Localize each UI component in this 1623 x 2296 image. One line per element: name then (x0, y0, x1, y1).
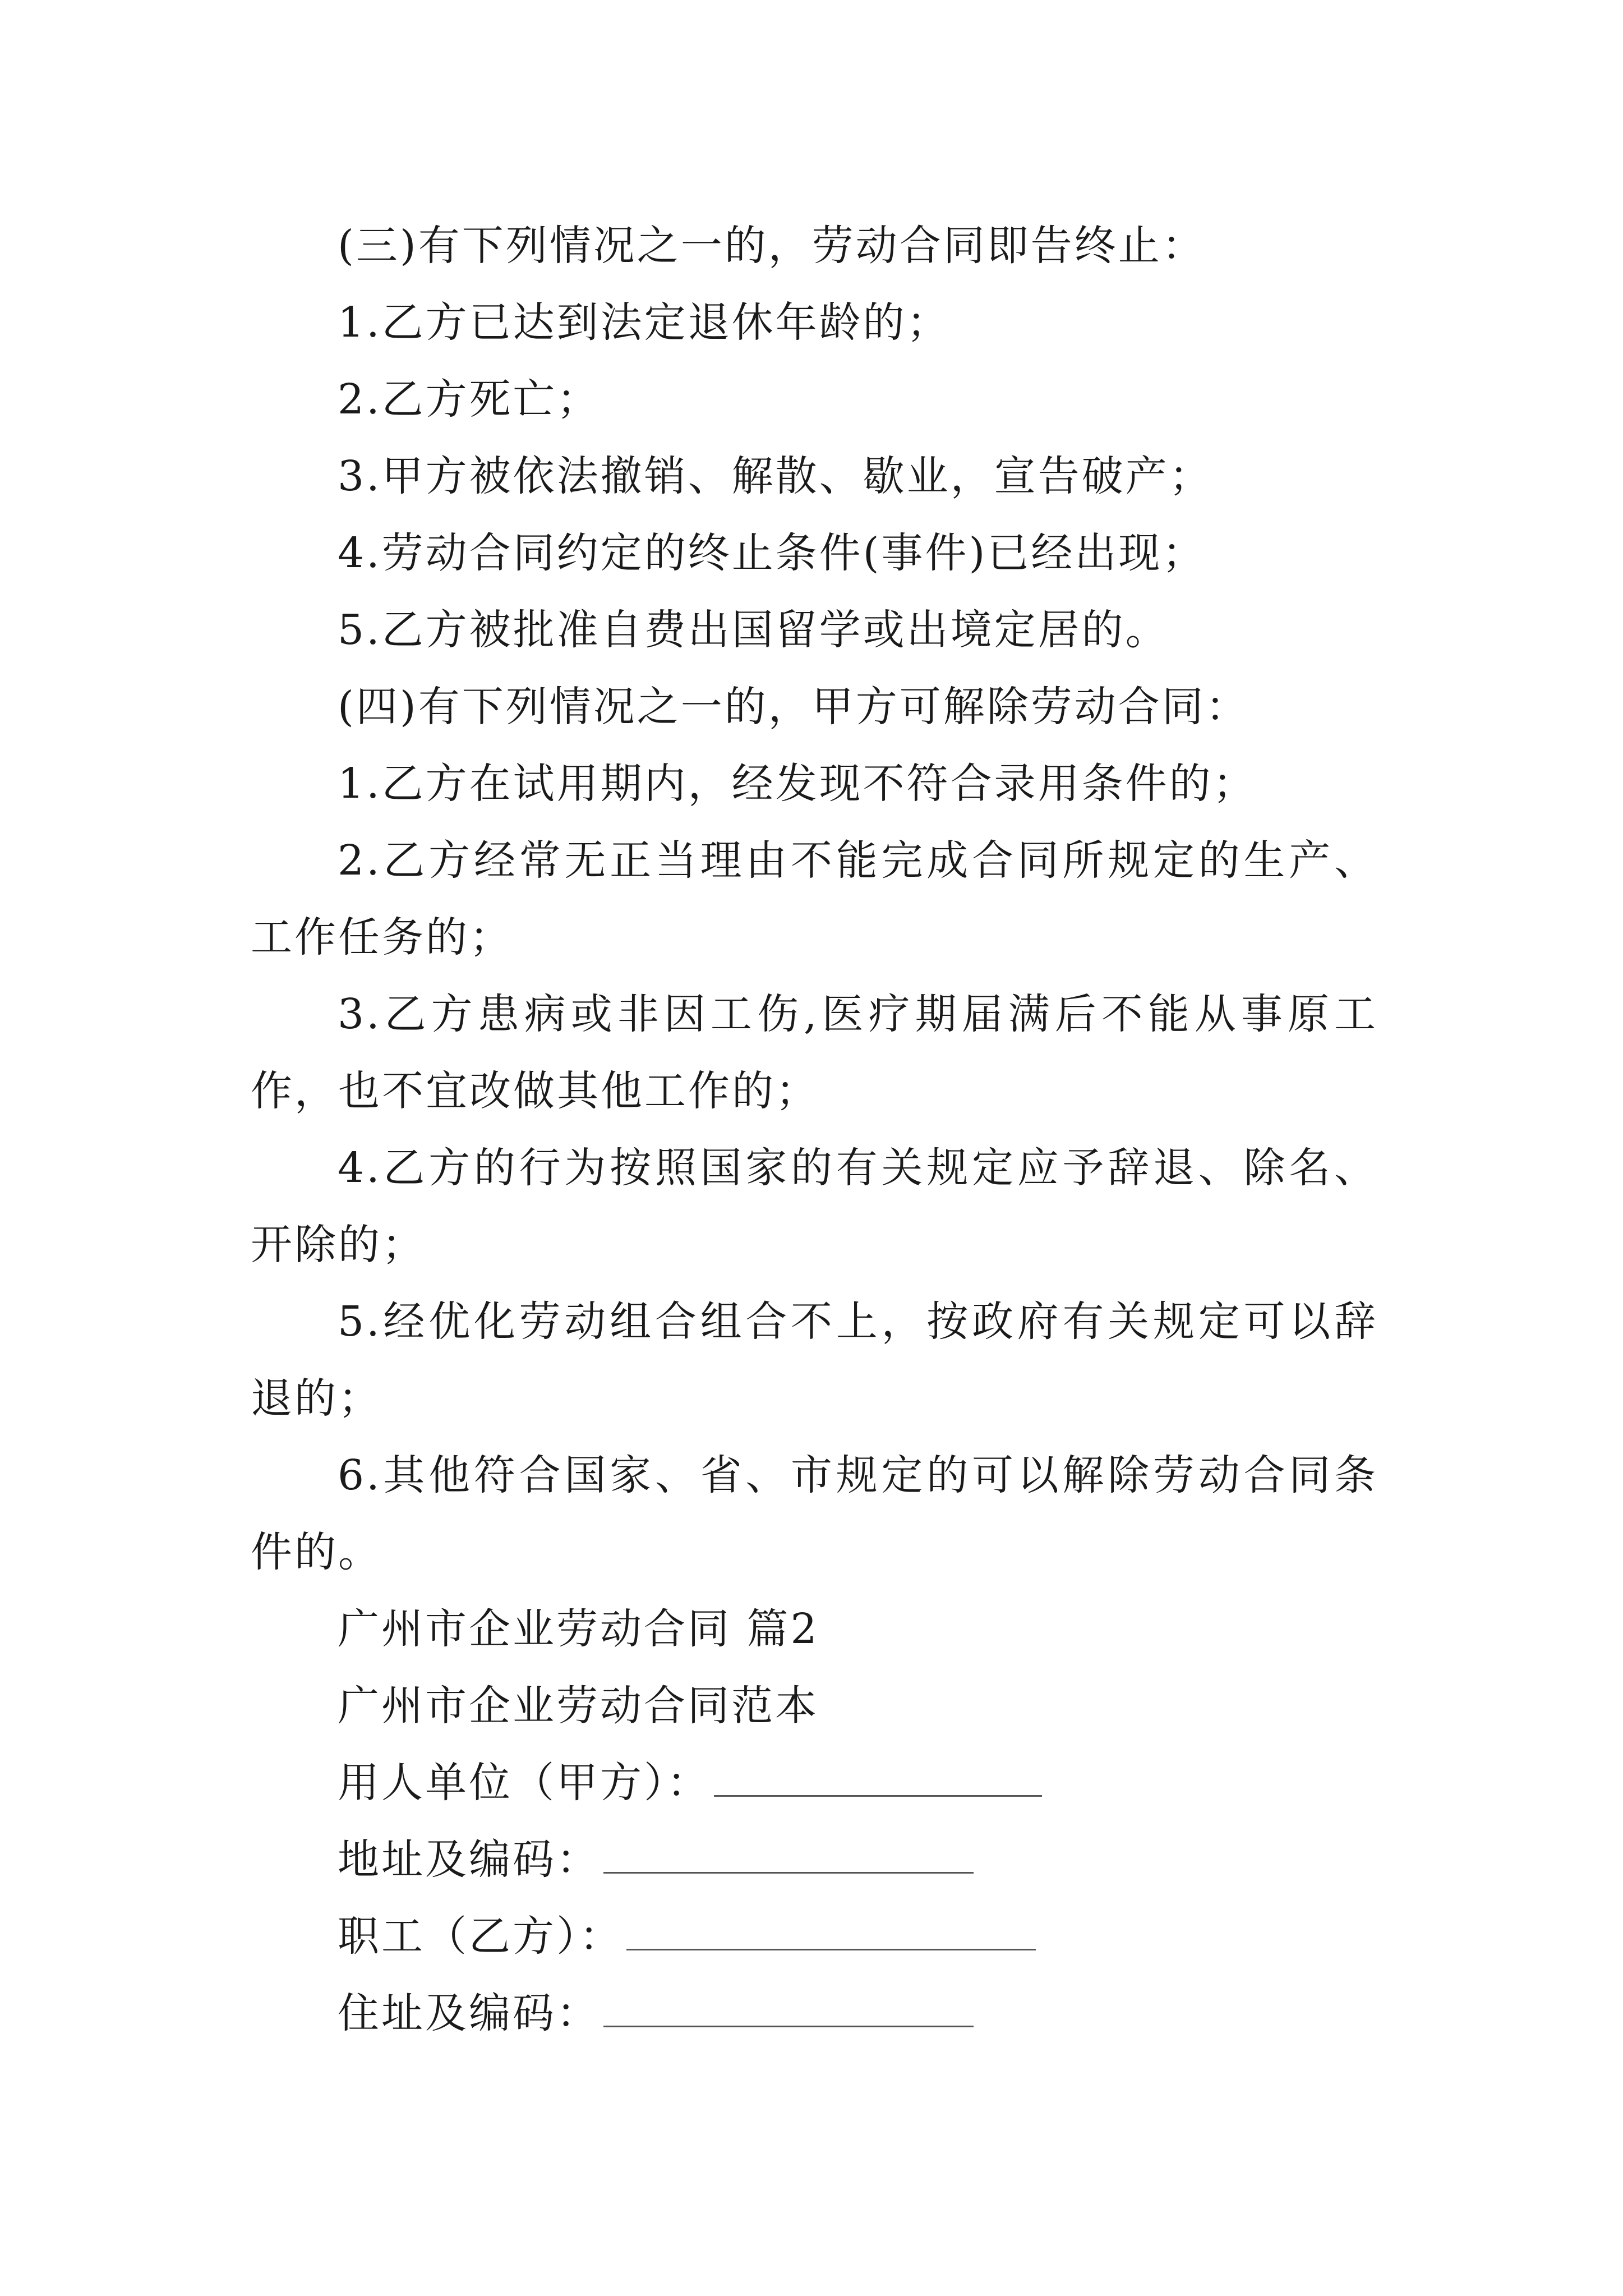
list-item: 4.劳动合同约定的终止条件(事件)已经出现； (338, 529, 1206, 577)
list-item: 6.其他符合国家、省、市规定的可以解除劳动合同条件的。 (251, 1451, 1378, 1576)
employer-field (251, 1745, 1378, 1821)
fill-in-blank (603, 1838, 974, 1874)
list-item: 5.乙方被批准自费出国留学或出境定居的。 (338, 606, 1169, 654)
fill-in-blank (714, 1761, 1042, 1797)
list-item: 1.乙方已达到法定退休年龄的； (338, 298, 951, 347)
section-heading-termination: (三)有下列情况之一的，劳动合同即告终止： (338, 222, 1206, 270)
list-item: 1.乙方在试用期内，经发现不符合录用条件的； (338, 760, 1257, 808)
field-label: 地址及编码： (338, 1835, 600, 1884)
field-label: 用人单位（甲方）： (338, 1759, 711, 1807)
list-item: 3.甲方被依法撤销、解散、歇业，宣告破产； (338, 452, 1213, 500)
fill-in-blank (603, 1992, 974, 2027)
employer-address-field (251, 1821, 1378, 1898)
contract-template-title: 广州市企业劳动合同范本 (338, 1682, 819, 1730)
section-heading-dismissal: (四)有下列情况之一的，甲方可解除劳动合同： (338, 683, 1249, 731)
list-item: 3.乙方患病或非因工伤,医疗期届满后不能从事原工作，也不宜改做其他工作的； (251, 990, 1378, 1115)
document-body (251, 208, 1378, 2052)
employee-address-field (251, 1975, 1378, 2052)
contract-section-title: 广州市企业劳动合同 篇2 (338, 1605, 819, 1653)
list-item: 2.乙方经常无正当理由不能完成合同所规定的生产、工作任务的； (251, 836, 1378, 961)
fill-in-blank (626, 1915, 1036, 1950)
list-item: 4.乙方的行为按照国家的有关规定应予辞退、除名、开除的； (251, 1144, 1378, 1269)
employee-field (251, 1898, 1378, 1975)
list-item: 2.乙方死亡； (338, 375, 601, 424)
field-label: 职工（乙方）： (338, 1912, 623, 1961)
field-label: 住址及编码： (338, 1989, 600, 2037)
list-item: 5.经优化劳动组合组合不上，按政府有关规定可以辞退的； (251, 1297, 1378, 1423)
